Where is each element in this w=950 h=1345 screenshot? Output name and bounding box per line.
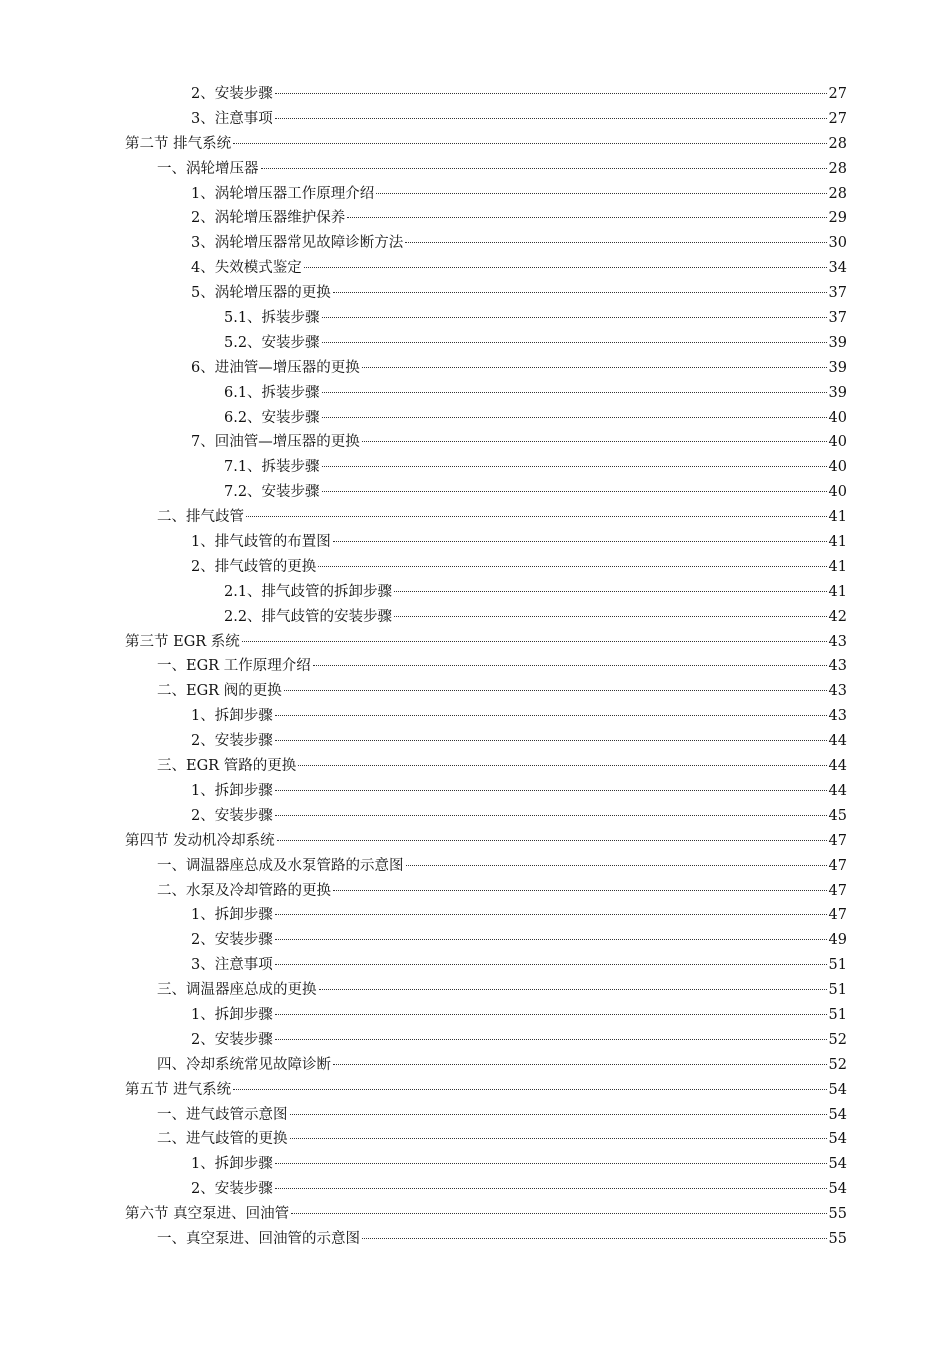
toc-entry-page-number: 45 bbox=[828, 807, 847, 824]
toc-entry[interactable] bbox=[125, 580, 847, 605]
toc-entry-title: 2、安装步骤 bbox=[191, 1031, 273, 1048]
toc-entry[interactable] bbox=[125, 679, 847, 704]
toc-entry-title: 2.1、排气歧管的拆卸步骤 bbox=[224, 583, 393, 600]
toc-entry[interactable] bbox=[125, 978, 847, 1003]
toc-dot-leader bbox=[405, 241, 826, 243]
toc-entry-title: 5.1、拆装步骤 bbox=[224, 310, 320, 327]
toc-dot-leader bbox=[233, 142, 826, 144]
toc-entry-page-number: 43 bbox=[828, 708, 847, 725]
toc-entry-title: 3、注意事项 bbox=[191, 110, 273, 127]
toc-entry[interactable] bbox=[125, 182, 847, 207]
toc-entry[interactable] bbox=[125, 1127, 847, 1152]
toc-dot-leader bbox=[275, 739, 827, 741]
toc-dot-leader bbox=[284, 689, 827, 691]
toc-entry-page-number: 49 bbox=[828, 932, 847, 949]
toc-entry[interactable] bbox=[125, 928, 847, 953]
toc-entry-title: 一、真空泵进、回油管的示意图 bbox=[157, 1230, 360, 1247]
toc-entry[interactable] bbox=[125, 804, 847, 829]
toc-entry-page-number: 51 bbox=[828, 957, 847, 974]
toc-entry-title: 一、涡轮增压器 bbox=[157, 160, 259, 177]
toc-entry[interactable] bbox=[125, 480, 847, 505]
toc-entry-title: 一、进气歧管示意图 bbox=[157, 1106, 288, 1123]
toc-entry[interactable] bbox=[125, 1003, 847, 1028]
toc-dot-leader bbox=[275, 1162, 827, 1164]
toc-entry-page-number: 54 bbox=[828, 1131, 847, 1148]
toc-entry-title: 1、拆卸步骤 bbox=[191, 907, 273, 924]
toc-entry[interactable] bbox=[125, 1152, 847, 1177]
toc-entry-title: 第四节 发动机冷却系统 bbox=[125, 832, 275, 849]
toc-entry[interactable] bbox=[125, 206, 847, 231]
toc-entry-page-number: 37 bbox=[828, 285, 847, 302]
toc-dot-leader bbox=[362, 1237, 827, 1239]
toc-entry[interactable] bbox=[125, 555, 847, 580]
toc-entry[interactable] bbox=[125, 281, 847, 306]
toc-entry-title: 5.2、安装步骤 bbox=[224, 334, 320, 351]
toc-entry[interactable] bbox=[125, 1103, 847, 1128]
toc-entry[interactable] bbox=[125, 903, 847, 928]
toc-entry-page-number: 51 bbox=[828, 1006, 847, 1023]
toc-entry-title: 一、调温器座总成及水泵管路的示意图 bbox=[157, 857, 404, 874]
toc-entry-page-number: 54 bbox=[828, 1106, 847, 1123]
toc-entry-page-number: 54 bbox=[828, 1081, 847, 1098]
toc-entry-page-number: 40 bbox=[828, 434, 847, 451]
toc-entry[interactable] bbox=[125, 630, 847, 655]
toc-entry[interactable] bbox=[125, 754, 847, 779]
toc-entry-page-number: 43 bbox=[828, 633, 847, 650]
toc-dot-leader bbox=[275, 1038, 827, 1040]
toc-entry-title: 1、拆卸步骤 bbox=[191, 782, 273, 799]
toc-entry-title: 2、安装步骤 bbox=[191, 932, 273, 949]
toc-entry-page-number: 29 bbox=[828, 210, 847, 227]
toc-entry-page-number: 47 bbox=[828, 832, 847, 849]
toc-entry-title: 四、冷却系统常见故障诊断 bbox=[157, 1056, 331, 1073]
toc-entry-title: 1、涡轮增压器工作原理介绍 bbox=[191, 185, 375, 202]
toc-entry[interactable] bbox=[125, 829, 847, 854]
toc-dot-leader bbox=[290, 1113, 827, 1115]
toc-entry-page-number: 47 bbox=[828, 857, 847, 874]
toc-dot-leader bbox=[322, 391, 827, 393]
toc-dot-leader bbox=[304, 266, 827, 268]
toc-entry[interactable] bbox=[125, 157, 847, 182]
toc-entry[interactable] bbox=[125, 1227, 847, 1252]
toc-dot-leader bbox=[322, 341, 827, 343]
toc-entry-title: 第五节 进气系统 bbox=[125, 1081, 232, 1098]
toc-dot-leader bbox=[275, 913, 827, 915]
toc-entry[interactable] bbox=[125, 306, 847, 331]
toc-entry-title: 7、回油管—增压器的更换 bbox=[191, 434, 360, 451]
toc-entry-title: 3、注意事项 bbox=[191, 957, 273, 974]
toc-entry-title: 2、安装步骤 bbox=[191, 86, 273, 102]
toc-dot-leader bbox=[275, 1013, 827, 1015]
toc-dot-leader bbox=[322, 465, 827, 467]
toc-entry-title: 1、拆卸步骤 bbox=[191, 1156, 273, 1173]
toc-entry-page-number: 44 bbox=[828, 758, 847, 775]
toc-entry-title: 二、排气歧管 bbox=[157, 509, 244, 526]
toc-dot-leader bbox=[322, 490, 827, 492]
toc-dot-leader bbox=[291, 1212, 826, 1214]
toc-entry-title: 4、失效模式鉴定 bbox=[191, 260, 302, 277]
toc-dot-leader bbox=[376, 192, 826, 194]
toc-dot-leader bbox=[275, 92, 827, 94]
toc-entry[interactable] bbox=[125, 654, 847, 679]
toc-entry-page-number: 54 bbox=[828, 1181, 847, 1198]
toc-entry[interactable] bbox=[125, 430, 847, 455]
toc-entry-page-number: 41 bbox=[828, 509, 847, 526]
toc-dot-leader bbox=[275, 963, 827, 965]
table-of-contents bbox=[125, 82, 847, 1252]
toc-entry[interactable] bbox=[125, 455, 847, 480]
toc-dot-leader bbox=[277, 839, 827, 841]
toc-entry-title: 第二节 排气系统 bbox=[125, 135, 232, 152]
toc-entry-page-number: 30 bbox=[828, 235, 847, 252]
toc-entry-title: 2、排气歧管的更换 bbox=[191, 558, 317, 575]
toc-entry-page-number: 52 bbox=[828, 1056, 847, 1073]
toc-entry-title: 1、拆卸步骤 bbox=[191, 1006, 273, 1023]
toc-entry-page-number: 47 bbox=[828, 882, 847, 899]
toc-dot-leader bbox=[406, 864, 827, 866]
toc-dot-leader bbox=[319, 988, 827, 990]
toc-entry[interactable] bbox=[125, 82, 847, 107]
toc-entry[interactable] bbox=[125, 505, 847, 530]
toc-entry[interactable] bbox=[125, 605, 847, 630]
toc-entry[interactable] bbox=[125, 729, 847, 754]
toc-entry[interactable] bbox=[125, 331, 847, 356]
toc-dot-leader bbox=[333, 540, 827, 542]
toc-entry-title: 三、EGR 管路的更换 bbox=[157, 758, 297, 775]
toc-entry-page-number: 28 bbox=[828, 185, 847, 202]
toc-entry-title: 1、排气歧管的布置图 bbox=[191, 534, 331, 551]
toc-dot-leader bbox=[394, 615, 826, 617]
toc-dot-leader bbox=[275, 117, 827, 119]
toc-entry-title: 2、安装步骤 bbox=[191, 1181, 273, 1198]
toc-entry-title: 1、拆卸步骤 bbox=[191, 708, 273, 725]
toc-entry-page-number: 40 bbox=[828, 484, 847, 501]
toc-entry-page-number: 43 bbox=[828, 658, 847, 675]
toc-entry[interactable] bbox=[125, 704, 847, 729]
toc-entry-title: 三、调温器座总成的更换 bbox=[157, 982, 317, 999]
toc-entry-title: 二、进气歧管的更换 bbox=[157, 1131, 288, 1148]
toc-entry-title: 6.1、拆装步骤 bbox=[224, 384, 320, 401]
toc-entry-title: 二、EGR 阀的更换 bbox=[157, 683, 282, 700]
toc-dot-leader bbox=[347, 216, 826, 218]
toc-entry-page-number: 34 bbox=[828, 260, 847, 277]
toc-entry-title: 2.2、排气歧管的安装步骤 bbox=[224, 608, 393, 625]
toc-entry-page-number: 39 bbox=[828, 384, 847, 401]
toc-entry-title: 2、安装步骤 bbox=[191, 733, 273, 750]
toc-dot-leader bbox=[275, 938, 827, 940]
toc-entry-page-number: 41 bbox=[828, 558, 847, 575]
toc-entry-page-number: 39 bbox=[828, 334, 847, 351]
toc-entry-title: 2、安装步骤 bbox=[191, 807, 273, 824]
toc-entry-title: 一、EGR 工作原理介绍 bbox=[157, 658, 311, 675]
toc-dot-leader bbox=[318, 565, 826, 567]
toc-entry-page-number: 41 bbox=[828, 534, 847, 551]
toc-dot-leader bbox=[333, 889, 827, 891]
toc-dot-leader bbox=[242, 640, 827, 642]
toc-dot-leader bbox=[313, 664, 827, 666]
toc-entry-title: 6.2、安装步骤 bbox=[224, 409, 320, 426]
toc-entry-page-number: 28 bbox=[828, 160, 847, 177]
toc-dot-leader bbox=[394, 590, 826, 592]
toc-entry-title: 2、涡轮增压器维护保养 bbox=[191, 210, 346, 227]
toc-entry-page-number: 54 bbox=[828, 1156, 847, 1173]
toc-dot-leader bbox=[275, 1187, 827, 1189]
toc-entry-title: 3、涡轮增压器常见故障诊断方法 bbox=[191, 235, 404, 252]
toc-entry-page-number: 44 bbox=[828, 733, 847, 750]
toc-entry-page-number: 47 bbox=[828, 907, 847, 924]
toc-entry[interactable] bbox=[125, 1028, 847, 1053]
toc-entry-page-number: 41 bbox=[828, 583, 847, 600]
toc-entry[interactable] bbox=[125, 406, 847, 431]
toc-entry[interactable] bbox=[125, 1053, 847, 1078]
toc-entry-page-number: 55 bbox=[828, 1230, 847, 1247]
toc-entry-page-number: 27 bbox=[828, 86, 847, 102]
toc-entry-page-number: 28 bbox=[828, 135, 847, 152]
toc-entry[interactable] bbox=[125, 231, 847, 256]
toc-dot-leader bbox=[333, 291, 827, 293]
toc-entry-page-number: 37 bbox=[828, 310, 847, 327]
toc-dot-leader bbox=[261, 167, 827, 169]
toc-entry[interactable] bbox=[125, 256, 847, 281]
toc-entry-page-number: 40 bbox=[828, 459, 847, 476]
toc-dot-leader bbox=[246, 515, 827, 517]
toc-dot-leader bbox=[362, 366, 827, 368]
toc-entry[interactable] bbox=[125, 132, 847, 157]
toc-entry-title: 第三节 EGR 系统 bbox=[125, 633, 240, 650]
toc-entry-title: 7.2、安装步骤 bbox=[224, 484, 320, 501]
toc-dot-leader bbox=[322, 416, 827, 418]
toc-entry-title: 6、进油管—增压器的更换 bbox=[191, 359, 360, 376]
toc-entry-page-number: 51 bbox=[828, 982, 847, 999]
toc-entry[interactable] bbox=[125, 779, 847, 804]
toc-dot-leader bbox=[275, 814, 827, 816]
toc-entry-page-number: 27 bbox=[828, 110, 847, 127]
toc-entry-page-number: 40 bbox=[828, 409, 847, 426]
toc-entry-page-number: 52 bbox=[828, 1031, 847, 1048]
toc-entry[interactable] bbox=[125, 854, 847, 879]
toc-dot-leader bbox=[275, 714, 827, 716]
toc-entry[interactable] bbox=[125, 953, 847, 978]
toc-entry[interactable] bbox=[125, 1078, 847, 1103]
toc-entry-page-number: 39 bbox=[828, 359, 847, 376]
toc-dot-leader bbox=[275, 789, 827, 791]
toc-entry-page-number: 43 bbox=[828, 683, 847, 700]
toc-entry[interactable] bbox=[125, 107, 847, 132]
toc-entry[interactable] bbox=[125, 381, 847, 406]
toc-dot-leader bbox=[290, 1137, 827, 1139]
toc-dot-leader bbox=[362, 440, 827, 442]
toc-entry[interactable] bbox=[125, 879, 847, 904]
toc-entry[interactable] bbox=[125, 1177, 847, 1202]
toc-entry-title: 7.1、拆装步骤 bbox=[224, 459, 320, 476]
toc-dot-leader bbox=[298, 764, 826, 766]
toc-entry-title: 5、涡轮增压器的更换 bbox=[191, 285, 331, 302]
toc-dot-leader bbox=[233, 1088, 826, 1090]
toc-dot-leader bbox=[322, 316, 827, 318]
toc-dot-leader bbox=[333, 1063, 827, 1065]
toc-entry-title: 第六节 真空泵进、回油管 bbox=[125, 1206, 290, 1223]
toc-entry[interactable] bbox=[125, 356, 847, 381]
toc-entry-title: 二、水泵及冷却管路的更换 bbox=[157, 882, 331, 899]
toc-entry-page-number: 42 bbox=[828, 608, 847, 625]
toc-entry[interactable] bbox=[125, 1202, 847, 1227]
toc-entry-page-number: 44 bbox=[828, 782, 847, 799]
toc-entry[interactable] bbox=[125, 530, 847, 555]
toc-entry-page-number: 55 bbox=[828, 1206, 847, 1223]
